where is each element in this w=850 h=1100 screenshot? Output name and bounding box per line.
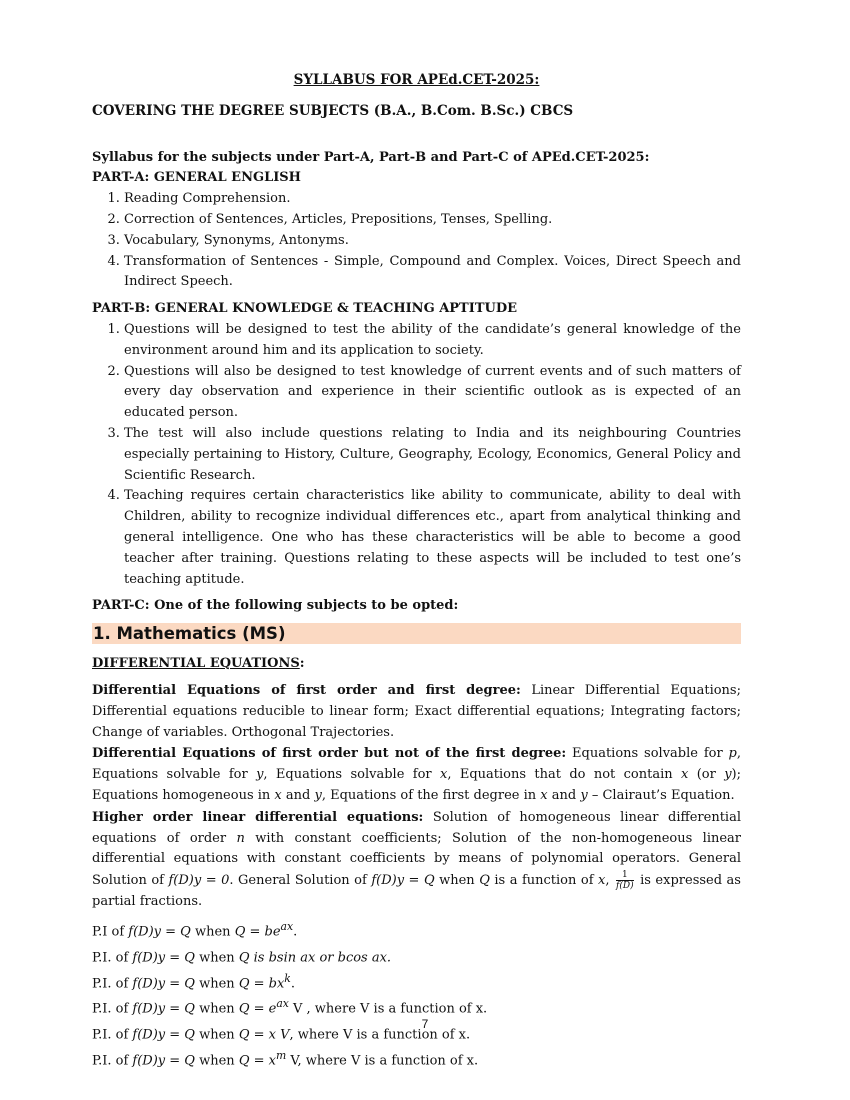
- math-var: x: [680, 767, 689, 783]
- pi-line: [92, 1046, 741, 1072]
- math-var: x: [274, 787, 282, 803]
- text-run: is a function of: [489, 873, 599, 889]
- topic-heading-colon: :: [299, 656, 305, 672]
- paragraph-heading: Differential Equations of first order and first degree:: [92, 682, 521, 698]
- paragraph-higher-order: [92, 808, 741, 913]
- math-condition: Q = x V: [238, 1027, 290, 1043]
- math-condition: Q = be: [234, 924, 281, 940]
- math-var: y: [580, 787, 588, 803]
- math-fraction: [616, 870, 634, 891]
- list-item: 4. Transformation of Sentences - Simple, Compound and Complex. Voices, Direct Speech and Indirect Speech.: [124, 252, 741, 294]
- math-equation: f(D)y = 0: [168, 873, 230, 889]
- math-condition: Q = bx: [238, 975, 285, 991]
- math-var: y: [256, 767, 264, 783]
- page-number: 7: [421, 1017, 429, 1031]
- text-run: when: [190, 924, 235, 940]
- text-run: P.I. of: [92, 949, 133, 965]
- math-condition: Q = x: [238, 1053, 276, 1069]
- part-c-heading: PART-C: One of the following subjects to be opted:: [92, 598, 459, 614]
- math-var: y: [724, 767, 732, 783]
- text-run: P.I of: [92, 924, 129, 940]
- pi-line: [92, 917, 741, 943]
- syllabus-intro: Syllabus for the subjects under Part-A, Part-B and Part-C of APEd.CET-2025:: [92, 149, 650, 165]
- math-superscript: m: [275, 1049, 287, 1063]
- pi-line: [92, 943, 741, 969]
- math-equation: f(D)y = Q: [128, 924, 191, 940]
- text-run: P.I. of: [92, 1027, 133, 1043]
- text-run: P.I. of: [92, 1001, 133, 1017]
- text-run: P.I. of: [92, 975, 133, 991]
- fraction-denominator: f(D): [616, 881, 634, 892]
- text-run: V , where V is a function of x.: [288, 1001, 488, 1017]
- text-run: , Equations that do not contain: [447, 767, 681, 783]
- part-a-list: [92, 189, 741, 293]
- text-run: when: [194, 949, 239, 965]
- math-equation: f(D)y = Q: [132, 1053, 195, 1069]
- pi-list: [92, 917, 741, 1073]
- text-run: when: [194, 1027, 239, 1043]
- subject-name: Mathematics (MS): [116, 624, 286, 644]
- text-run: V, where V is a function of x.: [286, 1053, 479, 1069]
- topic-heading: DIFFERENTIAL EQUATIONS: [92, 656, 300, 672]
- list-item: 1. Reading Comprehension.: [124, 189, 741, 210]
- document-subtitle: COVERING THE DEGREE SUBJECTS (B.A., B.Com. B.Sc.) CBCS: [92, 102, 574, 119]
- math-superscript: ax: [276, 997, 289, 1011]
- topic-heading-row: [92, 654, 741, 675]
- paragraph-text: Linear Differential Equations; Differential equations reducible to linear form; Exact differential equations; Integrating factors; Change of variables. Orthogonal Trajectories.: [92, 682, 741, 740]
- text-run: , where V is a function of x.: [289, 1027, 471, 1043]
- paragraph-first-order-first-degree: [92, 681, 741, 743]
- text-run: , Equations solvable for: [92, 746, 741, 783]
- text-run: (or: [688, 767, 725, 783]
- text-run: .: [293, 924, 298, 940]
- text-run: Equations solvable for: [566, 746, 729, 762]
- part-b-list: [92, 320, 741, 590]
- math-var: n: [236, 830, 245, 846]
- math-superscript: k: [284, 971, 291, 985]
- text-run: is expressed as partial fractions.: [92, 873, 741, 909]
- list-item: 2. Questions will also be designed to test knowledge of current events and of such matters of every day observation and experience in their scientific outlook as is expected of an educated person.: [124, 362, 741, 424]
- text-run: is bsin ax or bcos ax.: [249, 949, 392, 965]
- part-b-heading: PART-B: GENERAL KNOWLEDGE & TEACHING APTITUDE: [92, 301, 518, 317]
- math-var: x: [540, 787, 548, 803]
- text-run: . General Solution of: [229, 873, 372, 889]
- math-equation: f(D)y = Q: [132, 1027, 195, 1043]
- part-a-heading: PART-A: GENERAL ENGLISH: [92, 170, 301, 186]
- math-var: p: [728, 746, 737, 762]
- math-var: Q: [479, 873, 490, 889]
- math-equation: f(D)y = Q: [132, 975, 195, 991]
- math-var: y: [314, 787, 322, 803]
- text-run: .: [290, 975, 295, 991]
- paragraph-heading: Higher order linear differential equations:: [92, 809, 424, 825]
- text-run: – Clairaut’s Equation.: [587, 787, 735, 803]
- list-item: 2. Correction of Sentences, Articles, Prepositions, Tenses, Spelling.: [124, 210, 741, 231]
- fraction-numerator: 1: [621, 870, 628, 881]
- subject-heading: [92, 623, 741, 644]
- text-run: when: [194, 1053, 239, 1069]
- text-run: and: [547, 787, 581, 803]
- text-run: , Equations solvable for: [263, 767, 440, 783]
- math-var: x: [598, 873, 606, 889]
- document-page: [92, 70, 741, 1072]
- math-equation: f(D)y = Q: [132, 1001, 195, 1017]
- pi-line: [92, 969, 741, 995]
- math-condition: Q = e: [238, 1001, 277, 1017]
- paragraph-heading: Differential Equations of first order but not of the first degree:: [92, 746, 567, 762]
- math-equation: f(D)y = Q: [371, 873, 435, 889]
- document-title: SYLLABUS FOR APEd.CET-2025:: [293, 72, 540, 88]
- text-run: when: [434, 873, 480, 889]
- paragraph-first-order-not-first-degree: [92, 744, 741, 806]
- math-var: x: [439, 767, 448, 783]
- math-superscript: ax: [280, 919, 294, 933]
- text-run: when: [194, 975, 239, 991]
- list-item: 1. Questions will be designed to test the ability of the candidate’s general knowledge of the environment around him and its application to society.: [124, 320, 741, 362]
- subject-number: 1.: [93, 624, 111, 644]
- text-run: and: [281, 787, 315, 803]
- text-run: when: [194, 1001, 239, 1017]
- text-run: , Equations of the first degree in: [321, 787, 541, 803]
- text-run: with constant coefficients; Solution of the non-homogeneous linear differential equations with constant coefficients by means of polynomial operators. General Solution of: [92, 830, 742, 889]
- text-run: ); Equations homogeneous in: [92, 767, 741, 803]
- list-item: 3. The test will also include questions relating to India and its neighbouring Countries especially pertaining to History, Culture, Geography, Ecology, Economics, General Policy and Scientific Research.: [124, 424, 741, 486]
- list-item: 4. Teaching requires certain characteristics like ability to communicate, ability to deal with Children, ability to recognize individual differences etc., apart from analytical thinking and general intelligence. One who has these characteristics will be able to become a good teacher after training. Questions relating to these aspects will be included to test one’s teaching aptitude.: [124, 486, 741, 590]
- math-equation: f(D)y = Q: [132, 949, 195, 965]
- math-condition: Q: [238, 949, 250, 965]
- text-run: Solution of homogeneous linear differential equations of order: [92, 809, 741, 846]
- text-run: P.I. of: [92, 1053, 133, 1069]
- list-item: 3. Vocabulary, Synonyms, Antonyms.: [124, 231, 741, 252]
- text-run: ,: [605, 873, 615, 889]
